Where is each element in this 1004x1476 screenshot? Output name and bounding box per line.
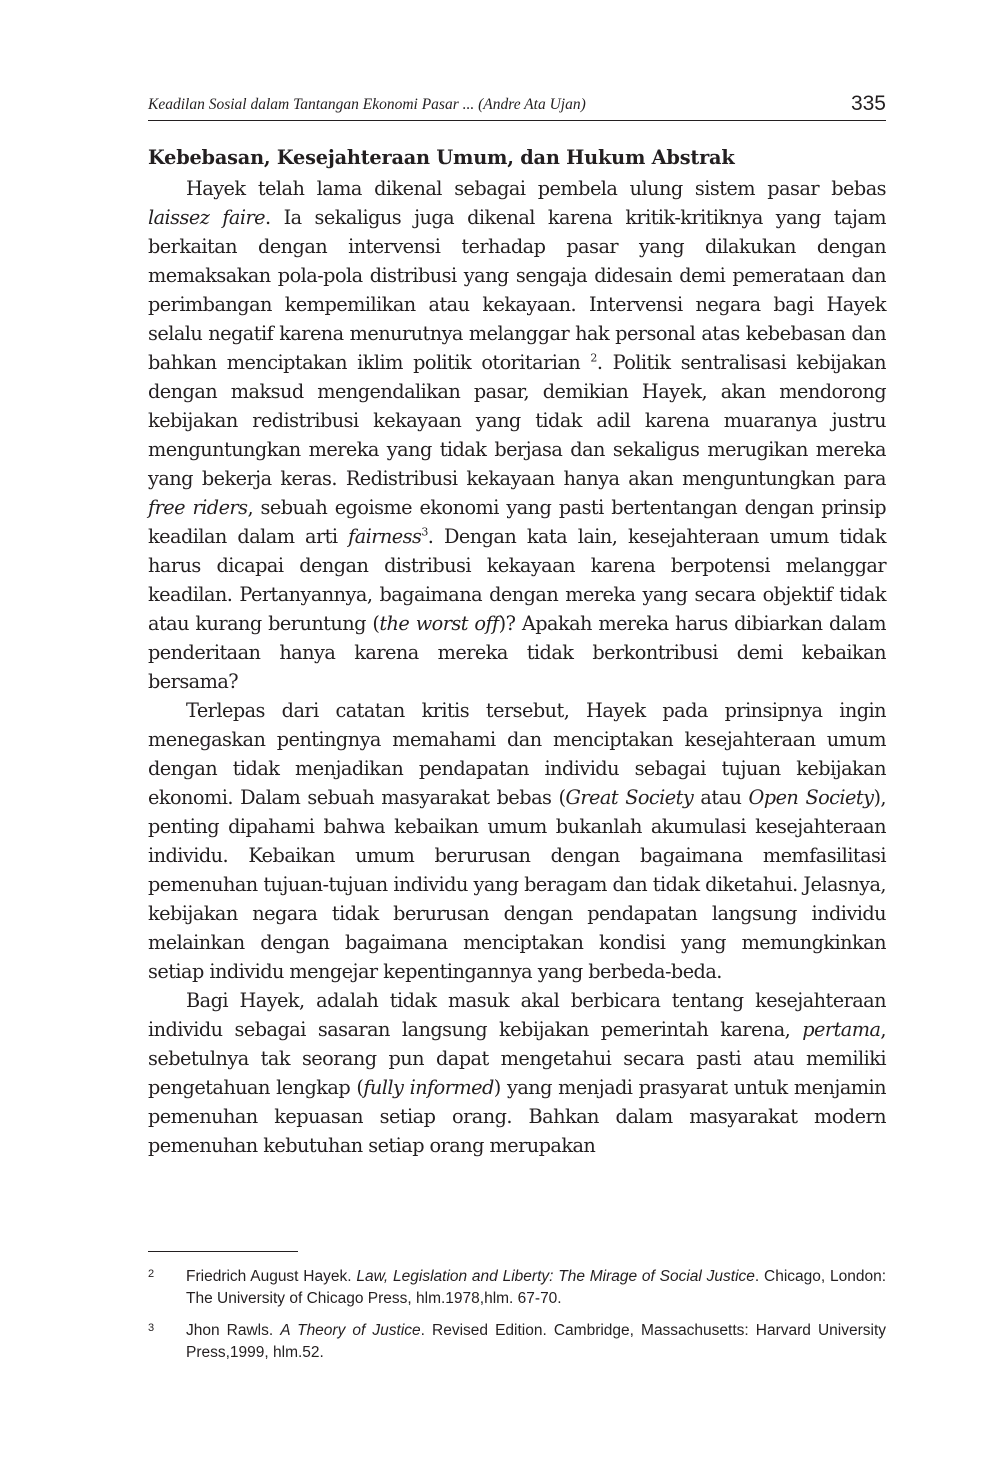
running-title: Keadilan Sosial dalam Tantangan Ekonomi Pasar ... (Andre Ata Ujan) [148,96,586,113]
footnote-details: . Revised Edition. Cambridge, Massachusetts: Harvard University Press,1999, hlm.52. [186,1322,887,1361]
footnote-2 [148,1266,886,1309]
paragraph-text: Terlepas dari catatan kritis tersebut, Hayek pada prinsipnya ingin menegaskan pentingnya memahami dan menciptakan kesejahteraan umum dengan tidak menjadikan pendapatan individu sebagai tujuan kebijakan ekonomi. Dalam sebuah masyarakat bebas ( [148,699,886,809]
italic-term: fully informed [363,1076,494,1099]
footnote-details: . Chicago, London: The University of Chicago Press, hlm.1978,hlm. 67-70. [186,1268,887,1307]
footnote-title: Law, Legislation and Liberty: The Mirage of Social Justice [356,1268,755,1285]
paragraph-text: , sebuah egoisme ekonomi yang pasti bertentangan dengan prinsip keadilan dalam arti [148,496,886,548]
page-number: 335 [850,92,886,115]
paragraph-text: )? Apakah mereka harus dibiarkan dalam penderitaan hanya karena mereka tidak berkontribusi demi kebaikan bersama? [148,612,886,693]
running-header [148,90,886,121]
footnote-text [186,1320,886,1363]
paragraph-1 [148,174,886,696]
section-heading: Kebebasan, Kesejahteraan Umum, dan Hukum Abstrak [148,146,735,169]
footnote-author: Jhon Rawls. [186,1322,281,1339]
footnote-ref[interactable]: 2 [590,351,597,365]
paragraph-text: Bagi Hayek, adalah tidak masuk akal berbicara tentang kesejahteraan individu sebagai sasaran langsung kebijakan pemerintah karena, [148,989,886,1041]
footnotes [148,1266,886,1374]
footnote-title: A Theory of Justice [280,1322,421,1339]
footnote-number: 2 [148,1268,155,1280]
italic-term: laissez faire [148,206,265,229]
paragraph-text: ) yang menjadi prasyarat untuk menjamin pemenuhan kepuasan setiap orang. Bahkan dalam masyarakat modern pemenuhan kebutuhan setiap orang merupakan [148,1076,886,1157]
paragraph-3 [148,986,886,1160]
paragraph-text: atau [693,786,749,809]
paragraph-text: ), penting dipahami bahwa kebaikan umum bukanlah akumulasi kesejahteraan individu. Kebaikan umum berurusan dengan bagaimana memfasilitasi pemenuhan tujuan-tujuan individu yang beragam dan tidak diketahui. Jelasnya, kebijakan negara tidak berurusan dengan pendapatan langsung individu melainkan dengan bagaimana menciptakan kondisi yang memungkinkan setiap individu mengejar kepentingannya yang berbeda-beda. [148,786,887,983]
footnote-text [186,1266,886,1309]
paragraph-text: . Ia sekaligus juga dikenal karena kritik-kritiknya yang tajam berkaitan dengan intervensi terhadap pasar yang dilakukan dengan memaksakan pola-pola distribusi yang sengaja didesain demi pemerataan dan perimbangan kempemilikan atau kekayaan. Intervensi negara bagi Hayek selalu negatif karena menurutnya melanggar hak personal atas kebebasan dan bahkan menciptakan iklim politik otoritarian [148,206,886,374]
italic-term: Great Society [565,786,694,809]
italic-term: pertama [802,1018,881,1041]
footnote-author: Friedrich August Hayek. [186,1268,357,1285]
paragraph-2 [148,696,886,986]
paragraph-text: , sebetulnya tak seorang pun dapat mengetahui secara pasti atau memiliki pengetahuan lengkap ( [148,1018,886,1099]
footnote-divider [148,1251,298,1252]
main-text [148,141,886,1160]
italic-term: the worst off [379,612,499,635]
paragraph-text: . Dengan kata lain, kesejahteraan umum tidak harus dicapai dengan distribusi kekayaan karena berpotensi melanggar keadilan. Pertanyannya, bagaimana dengan mereka yang secara objektif tidak atau kurang beruntung ( [148,525,886,635]
italic-term: free riders [148,496,248,519]
footnote-number: 3 [148,1322,155,1334]
footnote-ref[interactable]: 3 [421,525,428,539]
paragraph-text: Hayek telah lama dikenal sebagai pembela ulung sistem pasar bebas [186,177,886,200]
italic-term: Open Society [748,786,874,809]
italic-term: fairness [348,525,422,548]
paragraph-text: . Politik sentralisasi kebijakan dengan maksud mengendalikan pasar, demikian Hayek, akan mendorong kebijakan redistribusi kekayaan yang tidak adil karena muaranya justru menguntungkan mereka yang tidak berjasa dan sekaligus merugikan mereka yang bekerja keras. Redistribusi kekayaan hanya akan menguntungkan para [148,351,886,490]
footnote-3 [148,1320,886,1363]
